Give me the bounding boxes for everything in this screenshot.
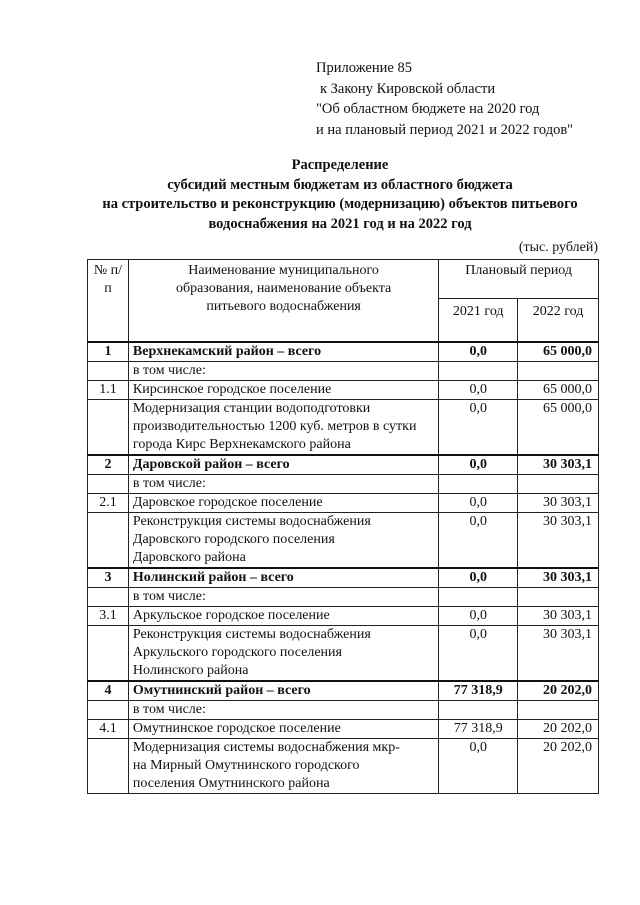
row-2022: 65 000,0	[518, 381, 599, 400]
header-year-2021: 2021 год	[439, 299, 518, 343]
row-2021	[439, 588, 518, 607]
table-row	[88, 455, 599, 475]
row-2022: 30 303,1	[518, 607, 599, 626]
row-num	[88, 701, 129, 720]
row-2021: 0,0	[439, 455, 518, 475]
table-row	[88, 400, 599, 456]
row-2022: 20 202,0	[518, 739, 599, 794]
row-name: Реконструкция системы водоснабжения Аркульского городского поселения Нолинского района	[128, 626, 438, 682]
row-name: Верхнекамский район – всего	[128, 342, 438, 362]
row-name: в том числе:	[128, 588, 438, 607]
units-label: (тыс. рублей)	[518, 240, 598, 255]
row-2021	[439, 701, 518, 720]
row-2021: 77 318,9	[439, 681, 518, 701]
row-name: Даровской район – всего	[128, 455, 438, 475]
row-num	[88, 475, 129, 494]
table-row	[88, 607, 599, 626]
table-row	[88, 701, 599, 720]
row-2022	[518, 701, 599, 720]
row-num	[88, 626, 129, 682]
table-row	[88, 381, 599, 400]
row-2022: 20 202,0	[518, 681, 599, 701]
row-num: 1.1	[88, 381, 129, 400]
row-num	[88, 362, 129, 381]
row-name: Омутнинское городское поселение	[128, 720, 438, 739]
row-name: Модернизация станции водоподготовки производительностью 1200 куб. метров в сутки города Кирс Верхнекамского района	[128, 400, 438, 456]
table-row	[88, 681, 599, 701]
table-row	[88, 513, 599, 569]
row-2021	[439, 362, 518, 381]
title-line: Распределение	[291, 157, 389, 173]
table-row	[88, 494, 599, 513]
row-2021: 0,0	[439, 494, 518, 513]
row-2021: 0,0	[439, 626, 518, 682]
header-name: Наименование муниципального образования, наименование объекта питьевого водоснабжения	[128, 260, 438, 343]
table-row	[88, 739, 599, 794]
row-num: 1	[88, 342, 129, 362]
table-row	[88, 568, 599, 588]
row-name: Аркульское городское поселение	[128, 607, 438, 626]
row-name: Модернизация системы водоснабжения мкр-на Мирный Омутнинского городского поселения Омутнинского района	[128, 739, 438, 794]
header-year-2022: 2022 год	[518, 299, 599, 343]
row-name: в том числе:	[128, 362, 438, 381]
row-num	[88, 739, 129, 794]
row-name: Кирсинское городское поселение	[128, 381, 438, 400]
table-row	[88, 588, 599, 607]
row-2021: 0,0	[439, 513, 518, 569]
row-2022: 30 303,1	[518, 513, 599, 569]
row-2022: 30 303,1	[518, 626, 599, 682]
table-row	[88, 720, 599, 739]
row-2021: 0,0	[439, 400, 518, 456]
row-name: Даровское городское поселение	[128, 494, 438, 513]
row-num: 2	[88, 455, 129, 475]
row-num: 4	[88, 681, 129, 701]
row-2022: 30 303,1	[518, 455, 599, 475]
row-num	[88, 400, 129, 456]
row-2021: 0,0	[439, 739, 518, 794]
row-2021: 77 318,9	[439, 720, 518, 739]
row-2021: 0,0	[439, 607, 518, 626]
row-num: 3	[88, 568, 129, 588]
row-2022	[518, 475, 599, 494]
row-2021: 0,0	[439, 342, 518, 362]
table-row	[88, 362, 599, 381]
row-name: Нолинский район – всего	[128, 568, 438, 588]
row-2022: 30 303,1	[518, 494, 599, 513]
title-line: субсидий местным бюджетам из областного бюджета	[167, 176, 513, 193]
table-body	[88, 342, 599, 794]
row-2022: 20 202,0	[518, 720, 599, 739]
title-line: на строительство и реконструкцию (модернизацию) объектов питьевого	[102, 196, 578, 212]
appendix-line: Приложение 85	[316, 60, 412, 76]
header-num: № п/п	[88, 260, 129, 343]
appendix-line: и на плановый период 2021 и 2022 годов"	[316, 121, 574, 138]
header-period: Плановый период	[439, 260, 599, 299]
row-2022: 30 303,1	[518, 568, 599, 588]
table-row	[88, 342, 599, 362]
row-2021: 0,0	[439, 381, 518, 400]
row-2022	[518, 588, 599, 607]
row-num: 3.1	[88, 607, 129, 626]
row-num	[88, 513, 129, 569]
row-num: 2.1	[88, 494, 129, 513]
row-2022: 65 000,0	[518, 342, 599, 362]
appendix-line: к Закону Кировской области	[320, 80, 496, 97]
table-row	[88, 626, 599, 682]
header-row	[88, 260, 599, 299]
appendix-block	[316, 58, 573, 140]
row-2022	[518, 362, 599, 381]
row-2022: 65 000,0	[518, 400, 599, 456]
row-2021	[439, 475, 518, 494]
subsidy-table	[87, 259, 599, 794]
appendix-line: "Об областном бюджете на 2020 год	[316, 101, 540, 117]
title-line: водоснабжения на 2021 год и на 2022 год	[208, 215, 472, 232]
row-2021: 0,0	[439, 568, 518, 588]
table-row	[88, 475, 599, 494]
row-name: в том числе:	[128, 701, 438, 720]
document-title	[60, 156, 620, 234]
row-name: Реконструкция системы водоснабжения Даровского городского поселения Даровского района	[128, 513, 438, 569]
row-name: в том числе:	[128, 475, 438, 494]
row-num	[88, 588, 129, 607]
row-name: Омутнинский район – всего	[128, 681, 438, 701]
row-num: 4.1	[88, 720, 129, 739]
